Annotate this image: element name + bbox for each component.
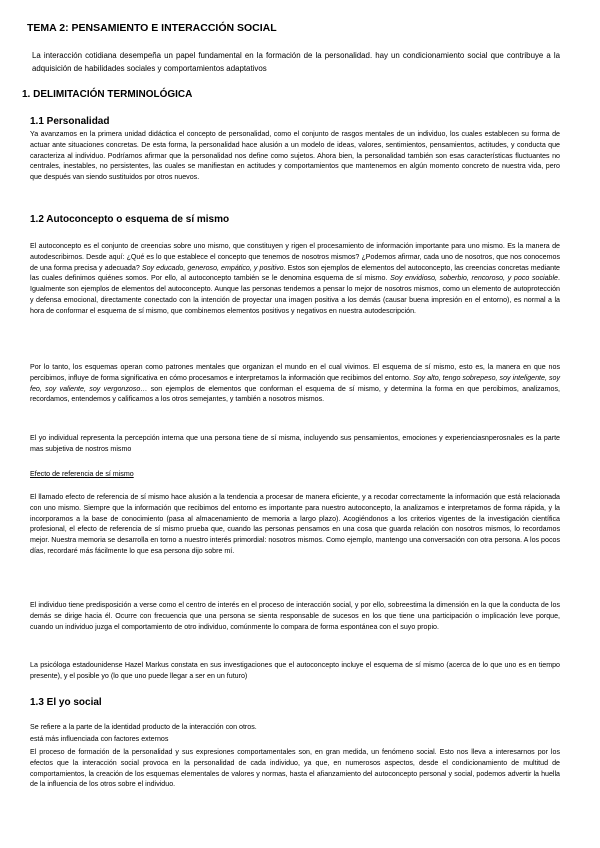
italic-example: Soy alto, tengo sobrepeso, soy inteligente, soy feo, soy valiente, soy vergonzoso… (30, 373, 561, 393)
section-1-2-heading: 1.2 Autoconcepto o esquema de sí mismo (30, 214, 230, 225)
yo-individual-paragraph: El yo individual representa la percepción interna que una persona tiene de sí misma, incluyendo sus pensamientos, emociones y experienciasnperosnales es la parte mas subjetiva de nostros mismo (30, 434, 560, 453)
section-1-heading: 1. DELIMITACIÓN TERMINOLÓGICA (22, 89, 193, 100)
yo-social-paragraph: El proceso de formación de la personalidad y sus expresiones comportamentales son, en gran medida, un fenómeno social. Esto nos lleva a interesarnos por los efectos que la interacción social provoca en la personalidad de cada individuo, ya que, en numerosos aspectos, desde el condicionamiento de multitud de comportamientos, la creación de los esquemas elementales de valores y normas, hasta el afianzamiento del autoconcepto personal y social, podemos advertir la huella de la influencia de los otros sobre el individuo. (30, 748, 560, 789)
document-title: TEMA 2: PENSAMIENTO E INTERACCIÓN SOCIAL (27, 22, 277, 34)
yo-social-line-1: Se refiere a la parte de la identidad producto de la interacción con otros. (30, 723, 257, 731)
section-1-1-heading: 1.1 Personalidad (30, 116, 110, 127)
italic-example: Soy envidioso, soberbio, rencoroso, y poco sociable (390, 274, 559, 283)
text-run: . Igualmente son ejemplos de elementos del autoconcepto. Aunque las personas tendemos a pensar lo mejor de nosotros mismos, como un elemento de autoprotección y defensa emocional, directamente conectado con la intención de proyectar una imagen positiva a los demás (causar buena impresión en el entorno), es normal a la hora de conformar el esquema de sí mismo, que combinemos elementos positivos y negativos en nuestra autodescripción. (30, 274, 560, 315)
autoconcepto-paragraph-1 (30, 241, 560, 317)
text-run: son ejemplos de elementos que conforman el esquema de sí mismo, y determina la forma en que percibimos, analizamos, recordamos, entendemos y calificamos a los otros semejantes, y también a nosotros mismos. (30, 384, 561, 404)
intro-paragraph: La interacción cotidiana desempeña un papel fundamental en la formación de la personalidad. hay un condicionamiento social que contribuye a la adquisición de habilidades sociales y comportamientos adaptativos (32, 51, 560, 73)
autoconcepto-paragraph-2 (30, 362, 560, 405)
text-run: Por lo tanto, los esquemas operan como patrones mentales que organizan el mundo en el cual vivimos. El esquema de sí mismo, esto es, la manera en que nos percibimos, influye de forma significativa en cómo procesamos e interpretamos la información que recibimos del entorno. (30, 363, 560, 382)
efecto-referencia-paragraph: El llamado efecto de referencia de sí mismo hace alusión a la tendencia a procesar de manera eficiente, y a recodar correctamente la información que está relacionada con uno mismo. Siempre que la información que recibimos del entorno es importante para nuestro autoconcepto, la analizamos e interpretamos de forma rápida, y la incorporamos a la base de conocimiento (pasa al almacenamiento de memoria a largo plazo). Acogiéndonos a los criterios vigentes de la investigación científica profesional, el efecto de referencia de sí mismo prueba que, cuando las personas pensamos en una cosa que guarda relación con nosotros mismos, lo recordamos mejor. Nuestra memoria se desarrolla en torno a nuestro interés primordial: nosotros mismos. Como ejemplo, mantengo una conversación con otra persona. A los pocos días, recordaré más fácilmente lo que esa persona dijo sobre mí. (30, 493, 560, 555)
text-run: . Estos son ejemplos de elementos del autoconcepto, las creencias concretas mediante las cuales definimos quiénes somos. Por ello, al autoconcepto también se le denomina esquema de sí mismo. (30, 263, 560, 283)
predisposicion-paragraph: El individuo tiene predisposición a verse como el centro de interés en el proceso de interacción social, y por ello, sobreestima la dimensión en la que la conducta de los demás se dirige hacia él. Ocurre con frecuencia que una persona se sienta responsable de sucesos en los que tiene una participación o implicación leve porque, cuando un individuo juzga el comportamiento de otro individuo, comúnmente lo compara de forma espontánea con el suyo propio. (30, 601, 560, 631)
markus-paragraph: La psicóloga estadounidense Hazel Markus constata en sus investigaciones que el autoconcepto incluye el esquema de sí mismo (acerca de lo que uno es en tiempo presente), y el posible yo (lo que uno puede llegar a ser en un futuro) (30, 661, 560, 680)
section-1-3-heading: 1.3 El yo social (30, 697, 102, 708)
text-run: El autoconcepto es el conjunto de creencias sobre uno mismo, que constituyen y rigen el procesamiento de información importante para uno mismo. Es la manera de autodescribirnos. Desde aquí: ¿Qué es lo que establece el concepto que tenemos de nosotros mismos? ¿Podemos afirmar, cada uno de nosotros, que nos conocemos de una forma precisa y adecuada? (30, 242, 560, 272)
personalidad-paragraph: Ya avanzamos en la primera unidad didáctica el concepto de personalidad, como el conjunto de rasgos mentales de un individuo, los cuales establecen su forma de actuar ante situaciones concretas. De esta forma, la personalidad hace alusión a un modelo de ideas, valores, sentimientos, pensamientos, actitudes, y conducta que caracteriza al individuo. Podríamos afirmar que la personalidad nos define como sujetos. Ahora bien, la personalidad también son esas características fluctuantes no centrales, inestables, no persistentes, las cuales se manifiestan en actitudes y comportamientos que mantenemos en algún momento concreto de nuestra vida, pero que después van siendo sustituidos por otros nuevos. (30, 130, 560, 182)
yo-social-line-2: está más influenciada con factores externos (30, 735, 169, 743)
italic-example: Soy educado, generoso, empático, y positivo (141, 263, 284, 272)
efecto-referencia-subheading: Efecto de referencia de sí mismo (30, 470, 134, 478)
